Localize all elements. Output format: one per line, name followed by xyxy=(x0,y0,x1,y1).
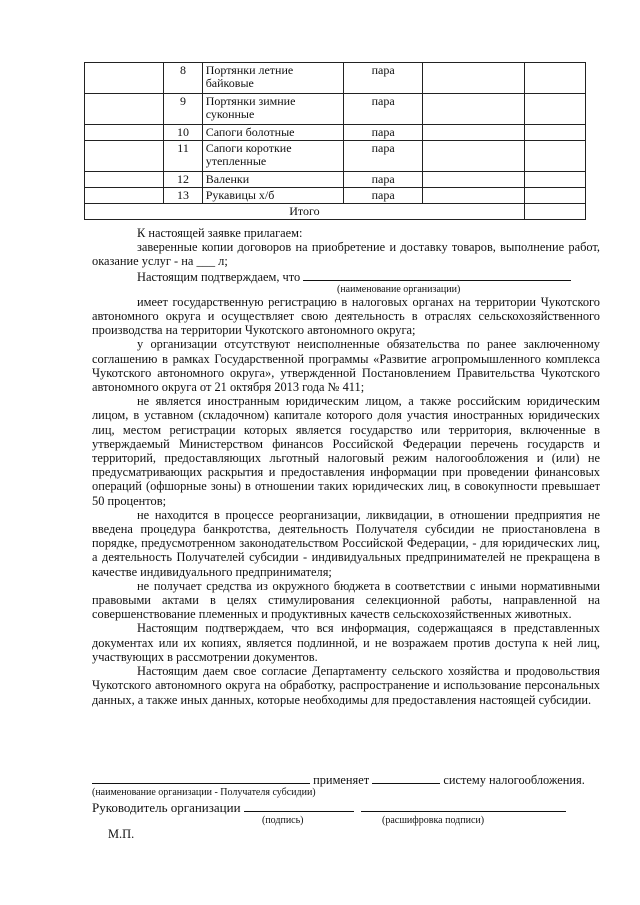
clause-consent: Настоящим даем свое согласие Департаменту сельского хозяйства и продовольствия Чукотского автономного округа на обработку, распространение и использование персональных данных, а также иных данных, которые необходимы для предоставления настоящей субсидии. xyxy=(92,664,600,707)
table-row xyxy=(85,141,586,172)
table-row xyxy=(85,188,586,204)
item-name: Портянки зимние суконные xyxy=(202,94,343,125)
attachments-intro: К настоящей заявке прилагаем: xyxy=(137,226,303,240)
clause-budget: не получает средства из окружного бюджета в соответствии с иными нормативными правовыми актами в целях стимулирования селекционной работы, направленной на совершенствование племенных и продуктивных качеств сельскохозяйственных животных. xyxy=(92,578,600,622)
caption-decode: (расшифровка подписи) xyxy=(382,815,485,826)
item-unit: пара xyxy=(344,63,423,94)
clause-foreign-entity: не является иностранным юридическим лицом, а также российским юридическим лицом, в уставном (складочном) капитале которого доля участия иностранных юридических лиц, местом регистрации которых является государство или территория, включенные в утверждаемый Министерством финансов Российской Федерации перечень государств и территорий, предоставляющих льготный налоговый режим налогообложения и (или) не предусматривающих раскрытия и предоставления информации при проведении финансовых операций (офшорные зоны) в отношении таких юридических лиц, в совокупности превышает 50 процентов; xyxy=(92,394,600,508)
item-unit: пара xyxy=(344,188,423,204)
tax-system-blank xyxy=(372,772,440,784)
tax-applies-text: применяет xyxy=(313,773,370,787)
head-signature-line xyxy=(92,800,566,816)
item-name: Валенки xyxy=(202,172,343,188)
clause-reorganization: не находится в процессе реорганизации, ликвидации, в отношении предприятия не введена процедура банкротства, деятельность Получателя субсидии не приостановлена в порядке, предусмотренном законодательством Российской Федерации, - для юридических лиц, а деятельность Получателей субсидии - индивидуальных предпринимателей не прекращена в качестве индивидуального предпринимателя; xyxy=(92,507,600,579)
table-row xyxy=(85,125,586,141)
caption-org-name: (наименование организации) xyxy=(337,283,461,295)
table-row xyxy=(85,172,586,188)
items-table xyxy=(84,62,586,220)
confirm-text: Настоящим подтверждаем, что xyxy=(137,269,301,284)
item-unit: пара xyxy=(344,125,423,141)
item-name: Рукавицы х/б xyxy=(202,188,343,204)
total-label: Итого xyxy=(85,204,525,220)
confirm-line xyxy=(92,269,600,284)
attachments-item: заверенные копии договоров на приобретение и доставку товаров, выполнение работ, оказание услуг - на ___ л; xyxy=(92,240,600,269)
row-number: 10 xyxy=(164,125,202,141)
clause-authenticity: Настоящим подтверждаем, что вся информация, содержащаяся в представленных документах или их копиях, является подлинной, и не возражаем против доступа к ней лиц, участвующих в рассмотрении документов. xyxy=(92,621,600,664)
caption-org-recipient: (наименование организации - Получателя субсидии) xyxy=(92,787,316,798)
clause-registration: имеет государственную регистрацию в налоговых органах на территории Чукотского автономного округа и осуществляет свою деятельность в отраслях сельскохозяйственного производства на территории Чукотского автономного округа; xyxy=(92,294,600,338)
document-body xyxy=(92,226,600,707)
item-unit: пара xyxy=(344,141,423,172)
tax-system-text: систему налогообложения. xyxy=(443,773,585,787)
row-number: 9 xyxy=(164,94,202,125)
tax-line xyxy=(92,772,585,788)
item-name: Портянки летние байковые xyxy=(202,63,343,94)
item-name: Сапоги короткие утепленные xyxy=(202,141,343,172)
clause-obligations: у организации отсутствуют неисполненные обязательства по ранее заключенному соглашению в рамках Государственной программы «Развитие агропромышленного комплекса Чукотского автономного округа», утвержденной Постановлением Правительства Чукотского автономного округа от 21 октября 2013 года № 411; xyxy=(92,337,600,395)
table-row xyxy=(85,63,586,94)
row-number: 8 xyxy=(164,63,202,94)
stamp-place: М.П. xyxy=(108,827,135,841)
table-total-row xyxy=(85,204,586,220)
item-name: Сапоги болотные xyxy=(202,125,343,141)
signature-blank xyxy=(244,800,354,812)
signature-decode-blank xyxy=(361,800,566,812)
table-row xyxy=(85,94,586,125)
caption-sign: (подпись) xyxy=(262,815,304,826)
item-unit: пара xyxy=(344,94,423,125)
org-name-blank xyxy=(303,269,571,281)
row-number: 12 xyxy=(164,172,202,188)
row-number: 13 xyxy=(164,188,202,204)
row-number: 11 xyxy=(164,141,202,172)
head-label: Руководитель организации xyxy=(92,800,241,815)
item-unit: пара xyxy=(344,172,423,188)
tax-org-blank xyxy=(92,772,310,784)
